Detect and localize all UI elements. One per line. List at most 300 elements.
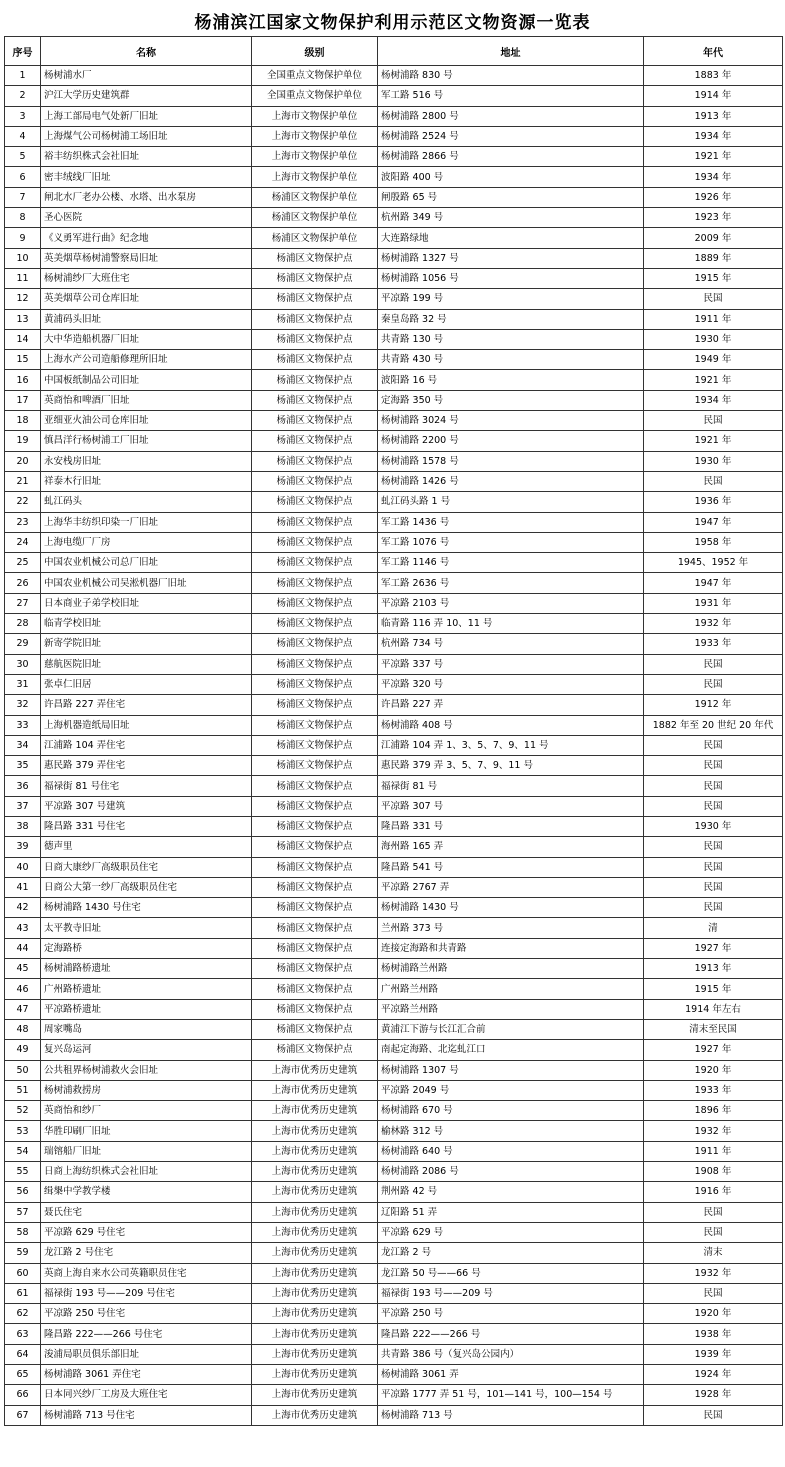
row-name: 杨树浦纱厂大班住宅 [41, 268, 252, 288]
row-address: 杨树浦路 1056 号 [378, 268, 644, 288]
row-index: 49 [5, 1040, 41, 1060]
row-name: 上海电缆厂厂房 [41, 532, 252, 552]
row-address: 共青路 130 号 [378, 329, 644, 349]
row-address: 共青路 430 号 [378, 350, 644, 370]
header-level: 级别 [252, 37, 378, 66]
row-index: 52 [5, 1101, 41, 1121]
table-row [5, 1182, 783, 1202]
row-name: 大中华造船机器厂旧址 [41, 329, 252, 349]
table-row [5, 1222, 783, 1242]
row-name: 杨树浦路桥遗址 [41, 959, 252, 979]
row-era: 民国 [644, 796, 783, 816]
row-level: 杨浦区文物保护点 [252, 999, 378, 1019]
row-name: 闸北水厂老办公楼、水塔、出水泵房 [41, 187, 252, 207]
row-era: 1911 年 [644, 1141, 783, 1161]
row-index: 5 [5, 147, 41, 167]
table-row [5, 350, 783, 370]
row-index: 39 [5, 837, 41, 857]
table-row [5, 1344, 783, 1364]
row-address: 平凉路 250 号 [378, 1304, 644, 1324]
row-address: 许昌路 227 弄 [378, 695, 644, 715]
row-address: 杨树浦路 3061 弄 [378, 1365, 644, 1385]
row-index: 23 [5, 512, 41, 532]
table-row [5, 938, 783, 958]
row-level: 上海市优秀历史建筑 [252, 1283, 378, 1303]
table-row [5, 390, 783, 410]
row-level: 杨浦区文物保护点 [252, 370, 378, 390]
row-index: 21 [5, 471, 41, 491]
row-level: 杨浦区文物保护点 [252, 877, 378, 897]
row-address: 辽阳路 51 弄 [378, 1202, 644, 1222]
row-index: 26 [5, 573, 41, 593]
row-level: 上海市文物保护单位 [252, 106, 378, 126]
row-era: 1928 年 [644, 1385, 783, 1405]
row-level: 上海市优秀历史建筑 [252, 1222, 378, 1242]
table-row [5, 1263, 783, 1283]
row-address: 临青路 116 弄 10、11 号 [378, 614, 644, 634]
row-index: 4 [5, 126, 41, 146]
row-level: 上海市文物保护单位 [252, 126, 378, 146]
row-name: 临青学校旧址 [41, 614, 252, 634]
table-row [5, 66, 783, 86]
row-index: 24 [5, 532, 41, 552]
row-index: 58 [5, 1222, 41, 1242]
header-era: 年代 [644, 37, 783, 66]
row-era: 1934 年 [644, 167, 783, 187]
table-row [5, 999, 783, 1019]
row-address: 龙江路 2 号 [378, 1243, 644, 1263]
row-address: 虬江码头路 1 号 [378, 492, 644, 512]
row-address: 惠民路 379 弄 3、5、7、9、11 号 [378, 756, 644, 776]
row-level: 上海市优秀历史建筑 [252, 1101, 378, 1121]
row-era: 1939 年 [644, 1344, 783, 1364]
row-index: 17 [5, 390, 41, 410]
table-row [5, 370, 783, 390]
row-index: 34 [5, 735, 41, 755]
row-name: 平凉路 250 号住宅 [41, 1304, 252, 1324]
row-name: 缉槼中学教学楼 [41, 1182, 252, 1202]
row-level: 杨浦区文物保护点 [252, 776, 378, 796]
row-name: 瑞镕船厂旧址 [41, 1141, 252, 1161]
row-level: 上海市文物保护单位 [252, 167, 378, 187]
table-row [5, 471, 783, 491]
row-address: 杭州路 349 号 [378, 208, 644, 228]
row-name: 英商怡和纱厂 [41, 1101, 252, 1121]
row-level: 杨浦区文物保护点 [252, 1019, 378, 1039]
row-index: 44 [5, 938, 41, 958]
table-row [5, 654, 783, 674]
row-index: 37 [5, 796, 41, 816]
row-index: 31 [5, 674, 41, 694]
row-era: 1921 年 [644, 370, 783, 390]
row-address: 平凉路兰州路 [378, 999, 644, 1019]
row-name: 慎昌洋行杨树浦工厂旧址 [41, 431, 252, 451]
row-index: 7 [5, 187, 41, 207]
row-index: 54 [5, 1141, 41, 1161]
row-level: 上海市优秀历史建筑 [252, 1080, 378, 1100]
row-index: 41 [5, 877, 41, 897]
row-era: 1915 年 [644, 979, 783, 999]
row-name: 中国板纸制品公司旧址 [41, 370, 252, 390]
row-name: 复兴岛运河 [41, 1040, 252, 1060]
row-index: 38 [5, 816, 41, 836]
row-level: 杨浦区文物保护点 [252, 715, 378, 735]
row-name: 《义勇军进行曲》纪念地 [41, 228, 252, 248]
row-index: 42 [5, 898, 41, 918]
row-era: 民国 [644, 471, 783, 491]
row-level: 上海市优秀历史建筑 [252, 1141, 378, 1161]
table-row [5, 756, 783, 776]
row-level: 杨浦区文物保护点 [252, 634, 378, 654]
row-name: 杨树浦水厂 [41, 66, 252, 86]
row-era: 民国 [644, 1283, 783, 1303]
row-index: 30 [5, 654, 41, 674]
row-name: 福禄街 193 号——209 号住宅 [41, 1283, 252, 1303]
row-address: 福禄街 81 号 [378, 776, 644, 796]
heritage-table [4, 36, 783, 1426]
row-level: 全国重点文物保护单位 [252, 66, 378, 86]
row-era: 1945、1952 年 [644, 553, 783, 573]
row-name: 定海路桥 [41, 938, 252, 958]
row-name: 慈航医院旧址 [41, 654, 252, 674]
row-era: 1932 年 [644, 614, 783, 634]
row-era: 民国 [644, 1222, 783, 1242]
row-era: 民国 [644, 776, 783, 796]
row-level: 杨浦区文物保护点 [252, 451, 378, 471]
row-level: 杨浦区文物保护点 [252, 674, 378, 694]
row-name: 上海机器造纸局旧址 [41, 715, 252, 735]
row-era: 民国 [644, 857, 783, 877]
row-era: 民国 [644, 735, 783, 755]
row-name: 裕丰纺织株式会社旧址 [41, 147, 252, 167]
row-era: 1930 年 [644, 451, 783, 471]
table-row [5, 695, 783, 715]
row-name: 杨树浦路 3061 弄住宅 [41, 1365, 252, 1385]
row-name: 隆昌路 331 号住宅 [41, 816, 252, 836]
row-index: 6 [5, 167, 41, 187]
row-address: 杨树浦路 2200 号 [378, 431, 644, 451]
table-row [5, 1365, 783, 1385]
row-name: 日商上海纺织株式会社旧址 [41, 1162, 252, 1182]
row-name: 平凉路 629 号住宅 [41, 1222, 252, 1242]
row-level: 杨浦区文物保护点 [252, 289, 378, 309]
table-row [5, 1101, 783, 1121]
row-level: 上海市优秀历史建筑 [252, 1202, 378, 1222]
row-name: 公共租界杨树浦救火会旧址 [41, 1060, 252, 1080]
row-era: 1921 年 [644, 431, 783, 451]
row-address: 平凉路 199 号 [378, 289, 644, 309]
row-address: 黄浦江下游与长江汇合前 [378, 1019, 644, 1039]
row-level: 杨浦区文物保护点 [252, 614, 378, 634]
row-address: 隆昌路 331 号 [378, 816, 644, 836]
table-row [5, 674, 783, 694]
row-address: 隆昌路 222——266 号 [378, 1324, 644, 1344]
row-era: 1933 年 [644, 634, 783, 654]
row-address: 杨树浦路 2800 号 [378, 106, 644, 126]
table-row [5, 877, 783, 897]
row-level: 杨浦区文物保护点 [252, 695, 378, 715]
row-era: 1926 年 [644, 187, 783, 207]
row-name: 上海水产公司造船修理所旧址 [41, 350, 252, 370]
row-name: 日本同兴纱厂工房及大班住宅 [41, 1385, 252, 1405]
table-row [5, 796, 783, 816]
row-level: 杨浦区文物保护点 [252, 898, 378, 918]
table-row [5, 268, 783, 288]
row-era: 1914 年左右 [644, 999, 783, 1019]
table-row [5, 126, 783, 146]
row-name: 中国农业机械公司吴淞机器厂旧址 [41, 573, 252, 593]
row-address: 海州路 165 弄 [378, 837, 644, 857]
row-name: 隆昌路 222——266 号住宅 [41, 1324, 252, 1344]
header-name: 名称 [41, 37, 252, 66]
row-era: 1931 年 [644, 593, 783, 613]
row-name: 华胜印刷厂旧址 [41, 1121, 252, 1141]
row-address: 平凉路 2103 号 [378, 593, 644, 613]
row-index: 40 [5, 857, 41, 877]
row-era: 1908 年 [644, 1162, 783, 1182]
row-name: 杨树浦救捞房 [41, 1080, 252, 1100]
row-name: 永安栈房旧址 [41, 451, 252, 471]
row-index: 53 [5, 1121, 41, 1141]
row-address: 定海路 350 号 [378, 390, 644, 410]
row-era: 民国 [644, 756, 783, 776]
row-era: 民国 [644, 654, 783, 674]
row-name: 圣心医院 [41, 208, 252, 228]
row-index: 14 [5, 329, 41, 349]
row-address: 闸殷路 65 号 [378, 187, 644, 207]
table-row [5, 1040, 783, 1060]
row-address: 兰州路 373 号 [378, 918, 644, 938]
row-index: 65 [5, 1365, 41, 1385]
row-name: 新寄学院旧址 [41, 634, 252, 654]
row-address: 波阳路 16 号 [378, 370, 644, 390]
row-address: 杨树浦路 670 号 [378, 1101, 644, 1121]
row-name: 周家嘴岛 [41, 1019, 252, 1039]
row-level: 上海市优秀历史建筑 [252, 1405, 378, 1425]
row-level: 杨浦区文物保护点 [252, 816, 378, 836]
row-era: 1916 年 [644, 1182, 783, 1202]
table-row [5, 1385, 783, 1405]
table-row [5, 573, 783, 593]
row-name: 日商公大第一纱厂高级职员住宅 [41, 877, 252, 897]
row-name: 黄浦码头旧址 [41, 309, 252, 329]
row-era: 1913 年 [644, 959, 783, 979]
row-era: 1932 年 [644, 1121, 783, 1141]
row-address: 平凉路 1777 弄 51 号，101—141 号，100—154 号 [378, 1385, 644, 1405]
table-row [5, 898, 783, 918]
row-name: 杨树浦路 1430 号住宅 [41, 898, 252, 918]
row-level: 杨浦区文物保护点 [252, 268, 378, 288]
row-address: 龙江路 50 号——66 号 [378, 1263, 644, 1283]
table-row [5, 1080, 783, 1100]
row-level: 杨浦区文物保护点 [252, 553, 378, 573]
table-row [5, 735, 783, 755]
row-era: 1883 年 [644, 66, 783, 86]
row-index: 3 [5, 106, 41, 126]
row-level: 杨浦区文物保护点 [252, 938, 378, 958]
row-address: 波阳路 400 号 [378, 167, 644, 187]
row-name: 虬江码头 [41, 492, 252, 512]
row-address: 连接定海路和共青路 [378, 938, 644, 958]
row-era: 民国 [644, 898, 783, 918]
table-row [5, 309, 783, 329]
table-header-row [5, 37, 783, 66]
row-index: 33 [5, 715, 41, 735]
row-level: 上海市优秀历史建筑 [252, 1060, 378, 1080]
row-era: 1924 年 [644, 1365, 783, 1385]
table-row [5, 1141, 783, 1161]
row-level: 上海市优秀历史建筑 [252, 1324, 378, 1344]
row-level: 全国重点文物保护单位 [252, 86, 378, 106]
table-row [5, 1304, 783, 1324]
table-row [5, 512, 783, 532]
row-era: 1936 年 [644, 492, 783, 512]
row-name: 中国农业机械公司总厂旧址 [41, 553, 252, 573]
table-row [5, 1243, 783, 1263]
row-era: 1915 年 [644, 268, 783, 288]
row-name: 平凉路 307 号建筑 [41, 796, 252, 816]
row-name: 平凉路桥遗址 [41, 999, 252, 1019]
table-row [5, 959, 783, 979]
table-row [5, 492, 783, 512]
row-era: 民国 [644, 837, 783, 857]
table-row [5, 147, 783, 167]
row-address: 福禄街 193 号——209 号 [378, 1283, 644, 1303]
row-era: 2009 年 [644, 228, 783, 248]
row-level: 上海市优秀历史建筑 [252, 1263, 378, 1283]
row-era: 1921 年 [644, 147, 783, 167]
row-index: 22 [5, 492, 41, 512]
row-address: 杨树浦路 2086 号 [378, 1162, 644, 1182]
row-level: 上海市优秀历史建筑 [252, 1385, 378, 1405]
table-row [5, 532, 783, 552]
row-index: 43 [5, 918, 41, 938]
row-era: 民国 [644, 1202, 783, 1222]
row-name: 英商上海自来水公司英籍职员住宅 [41, 1263, 252, 1283]
row-name: 日本商业子弟学校旧址 [41, 593, 252, 613]
row-name: 广州路桥遗址 [41, 979, 252, 999]
table-row [5, 918, 783, 938]
header-address: 地址 [378, 37, 644, 66]
row-index: 15 [5, 350, 41, 370]
row-name: 江浦路 104 弄住宅 [41, 735, 252, 755]
table-row [5, 857, 783, 877]
row-name: 亚细亚火油公司仓库旧址 [41, 411, 252, 431]
row-level: 杨浦区文物保护点 [252, 756, 378, 776]
row-address: 杨树浦路 2866 号 [378, 147, 644, 167]
table-row [5, 167, 783, 187]
row-level: 杨浦区文物保护点 [252, 1040, 378, 1060]
row-name: 太平教寺旧址 [41, 918, 252, 938]
row-index: 32 [5, 695, 41, 715]
row-index: 12 [5, 289, 41, 309]
row-level: 上海市优秀历史建筑 [252, 1304, 378, 1324]
row-index: 55 [5, 1162, 41, 1182]
row-name: 龙江路 2 号住宅 [41, 1243, 252, 1263]
table-body [5, 66, 783, 1426]
row-name: 许昌路 227 弄住宅 [41, 695, 252, 715]
row-index: 56 [5, 1182, 41, 1202]
row-address: 大连路绿地 [378, 228, 644, 248]
table-row [5, 1202, 783, 1222]
row-index: 50 [5, 1060, 41, 1080]
row-index: 1 [5, 66, 41, 86]
table-row [5, 1162, 783, 1182]
row-era: 1896 年 [644, 1101, 783, 1121]
row-level: 杨浦区文物保护点 [252, 411, 378, 431]
row-address: 军工路 1436 号 [378, 512, 644, 532]
row-level: 杨浦区文物保护点 [252, 593, 378, 613]
table-row [5, 248, 783, 268]
row-level: 杨浦区文物保护点 [252, 796, 378, 816]
row-name: 上海煤气公司杨树浦工场旧址 [41, 126, 252, 146]
table-row [5, 1405, 783, 1425]
table-row [5, 816, 783, 836]
row-level: 杨浦区文物保护点 [252, 959, 378, 979]
row-era: 民国 [644, 877, 783, 897]
table-row [5, 1283, 783, 1303]
row-level: 杨浦区文物保护点 [252, 857, 378, 877]
row-address: 广州路兰州路 [378, 979, 644, 999]
row-index: 28 [5, 614, 41, 634]
row-address: 杨树浦路 1327 号 [378, 248, 644, 268]
row-index: 45 [5, 959, 41, 979]
row-name: 德声里 [41, 837, 252, 857]
table-row [5, 593, 783, 613]
row-address: 平凉路 2767 弄 [378, 877, 644, 897]
table-row [5, 106, 783, 126]
row-address: 杨树浦路 713 号 [378, 1405, 644, 1425]
row-index: 64 [5, 1344, 41, 1364]
row-name: 英美烟草杨树浦警察局旧址 [41, 248, 252, 268]
row-address: 杨树浦路 3024 号 [378, 411, 644, 431]
row-index: 36 [5, 776, 41, 796]
row-name: 祥泰木行旧址 [41, 471, 252, 491]
row-era: 1933 年 [644, 1080, 783, 1100]
row-era: 1920 年 [644, 1304, 783, 1324]
row-index: 27 [5, 593, 41, 613]
table-row [5, 715, 783, 735]
row-era: 1914 年 [644, 86, 783, 106]
table-row [5, 451, 783, 471]
row-address: 荆州路 42 号 [378, 1182, 644, 1202]
row-level: 上海市优秀历史建筑 [252, 1365, 378, 1385]
row-index: 66 [5, 1385, 41, 1405]
row-index: 16 [5, 370, 41, 390]
row-address: 杨树浦路 1578 号 [378, 451, 644, 471]
row-era: 1927 年 [644, 938, 783, 958]
row-era: 清 [644, 918, 783, 938]
row-era: 1938 年 [644, 1324, 783, 1344]
table-row [5, 1121, 783, 1141]
row-era: 1912 年 [644, 695, 783, 715]
row-name: 上海华丰纺织印染一厂旧址 [41, 512, 252, 532]
row-address: 杨树浦路 408 号 [378, 715, 644, 735]
row-address: 杨树浦路兰州路 [378, 959, 644, 979]
table-row [5, 86, 783, 106]
table-row [5, 614, 783, 634]
row-era: 1882 年至 20 世纪 20 年代 [644, 715, 783, 735]
row-index: 2 [5, 86, 41, 106]
row-address: 秦皇岛路 32 号 [378, 309, 644, 329]
table-row [5, 208, 783, 228]
table-row [5, 776, 783, 796]
row-index: 61 [5, 1283, 41, 1303]
row-address: 杨树浦路 1430 号 [378, 898, 644, 918]
row-name: 张卓仁旧居 [41, 674, 252, 694]
row-era: 1932 年 [644, 1263, 783, 1283]
row-address: 军工路 1146 号 [378, 553, 644, 573]
